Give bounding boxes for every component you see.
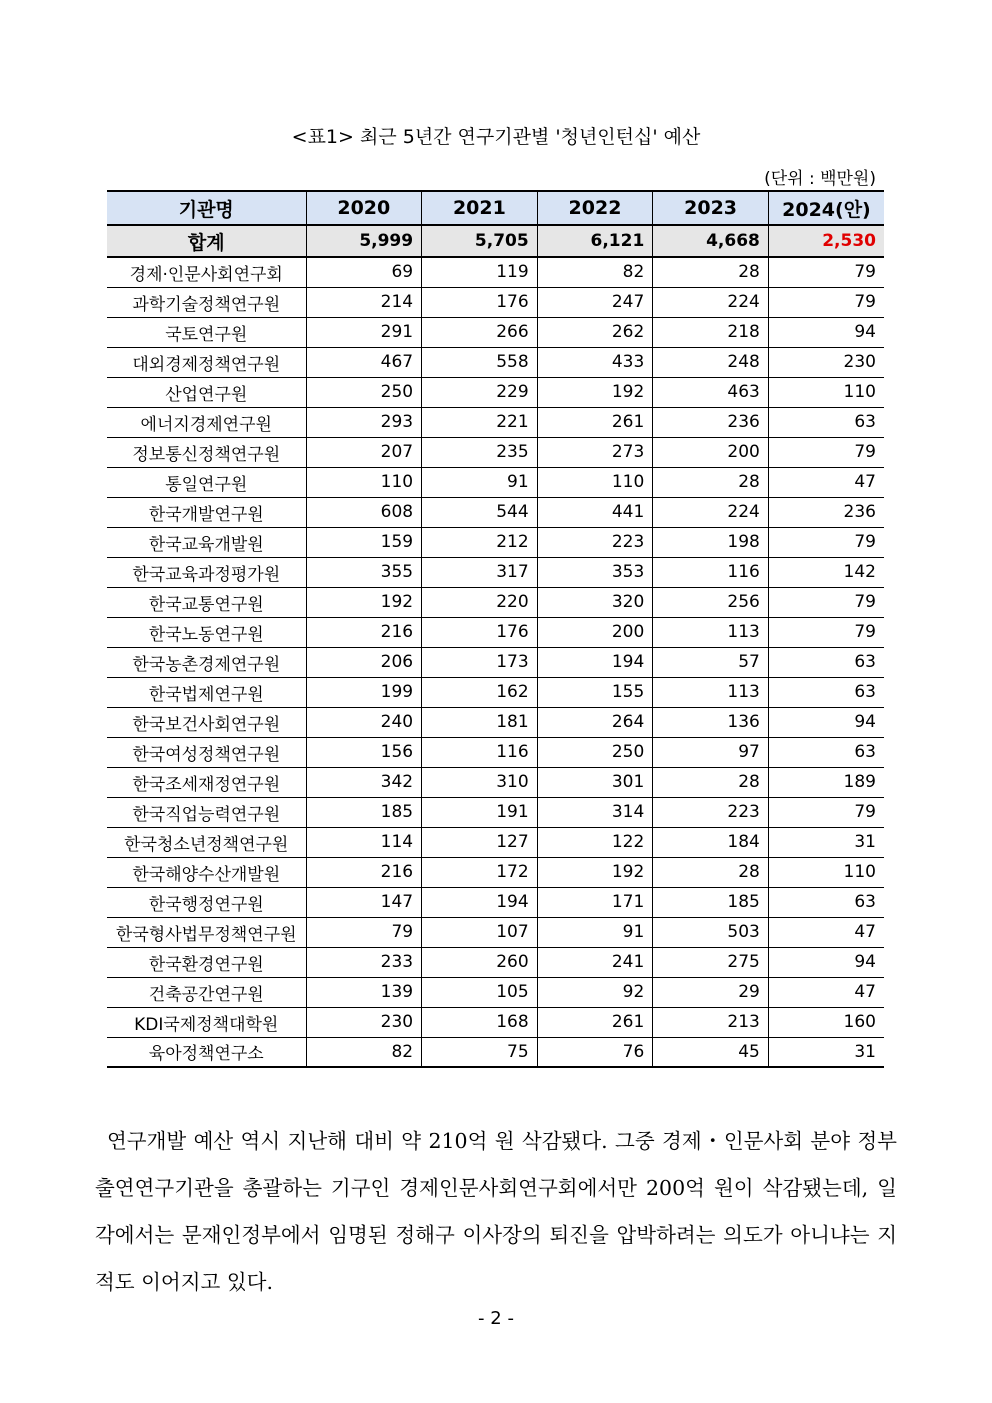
budget-cell: 63	[768, 737, 884, 767]
table-row	[107, 1007, 884, 1037]
budget-cell: 192	[537, 377, 653, 407]
budget-cell: 63	[768, 407, 884, 437]
table-row	[107, 407, 884, 437]
budget-cell: 28	[653, 857, 769, 887]
budget-cell: 91	[422, 467, 538, 497]
budget-cell: 47	[768, 467, 884, 497]
table-row	[107, 587, 884, 617]
institution-name: 한국교육개발원	[107, 527, 306, 557]
total-2021: 5,705	[422, 225, 538, 257]
budget-cell: 293	[306, 407, 422, 437]
budget-cell: 213	[653, 1007, 769, 1037]
total-2022: 6,121	[537, 225, 653, 257]
budget-cell: 142	[768, 557, 884, 587]
budget-cell: 28	[653, 257, 769, 287]
budget-cell: 342	[306, 767, 422, 797]
budget-cell: 198	[653, 527, 769, 557]
table-row	[107, 917, 884, 947]
institution-name: 한국교통연구원	[107, 587, 306, 617]
institution-name: 국토연구원	[107, 317, 306, 347]
budget-cell: 223	[537, 527, 653, 557]
budget-cell: 355	[306, 557, 422, 587]
budget-cell: 275	[653, 947, 769, 977]
budget-cell: 310	[422, 767, 538, 797]
budget-cell: 221	[422, 407, 538, 437]
budget-cell: 172	[422, 857, 538, 887]
budget-cell: 192	[537, 857, 653, 887]
budget-cell: 181	[422, 707, 538, 737]
budget-cell: 45	[653, 1037, 769, 1067]
budget-cell: 236	[768, 497, 884, 527]
budget-cell: 69	[306, 257, 422, 287]
budget-cell: 110	[768, 857, 884, 887]
budget-cell: 317	[422, 557, 538, 587]
budget-cell: 79	[768, 527, 884, 557]
budget-cell: 147	[306, 887, 422, 917]
table-row	[107, 947, 884, 977]
budget-cell: 159	[306, 527, 422, 557]
total-label: 합계	[107, 225, 306, 257]
budget-cell: 28	[653, 767, 769, 797]
institution-name: 대외경제정책연구원	[107, 347, 306, 377]
institution-name: 과학기술정책연구원	[107, 287, 306, 317]
table-row	[107, 437, 884, 467]
budget-cell: 353	[537, 557, 653, 587]
budget-cell: 185	[653, 887, 769, 917]
budget-cell: 241	[537, 947, 653, 977]
budget-cell: 116	[653, 557, 769, 587]
total-2023: 4,668	[653, 225, 769, 257]
budget-cell: 79	[768, 257, 884, 287]
table-row	[107, 527, 884, 557]
budget-cell: 171	[537, 887, 653, 917]
budget-cell: 235	[422, 437, 538, 467]
budget-cell: 229	[422, 377, 538, 407]
budget-cell: 122	[537, 827, 653, 857]
budget-cell: 29	[653, 977, 769, 1007]
page-number: - 2 -	[478, 1308, 514, 1329]
budget-cell: 544	[422, 497, 538, 527]
budget-cell: 176	[422, 287, 538, 317]
budget-cell: 79	[768, 587, 884, 617]
budget-cell: 110	[537, 467, 653, 497]
budget-cell: 261	[537, 1007, 653, 1037]
budget-cell: 260	[422, 947, 538, 977]
budget-cell: 105	[422, 977, 538, 1007]
budget-cell: 191	[422, 797, 538, 827]
budget-cell: 94	[768, 947, 884, 977]
budget-cell: 156	[306, 737, 422, 767]
budget-cell: 216	[306, 617, 422, 647]
budget-cell: 256	[653, 587, 769, 617]
table-row	[107, 887, 884, 917]
header-2020: 2020	[306, 191, 422, 225]
budget-cell: 82	[537, 257, 653, 287]
budget-cell: 57	[653, 647, 769, 677]
table-row	[107, 467, 884, 497]
budget-cell: 97	[653, 737, 769, 767]
table-row	[107, 497, 884, 527]
header-2024: 2024(안)	[768, 191, 884, 225]
budget-cell: 110	[768, 377, 884, 407]
budget-cell: 79	[768, 797, 884, 827]
institution-name: 한국조세재정연구원	[107, 767, 306, 797]
budget-cell: 441	[537, 497, 653, 527]
budget-cell: 63	[768, 677, 884, 707]
institution-name: 한국형사법무정책연구원	[107, 917, 306, 947]
budget-cell: 76	[537, 1037, 653, 1067]
budget-cell: 320	[537, 587, 653, 617]
institution-name: 한국여성정책연구원	[107, 737, 306, 767]
budget-cell: 47	[768, 917, 884, 947]
budget-cell: 216	[306, 857, 422, 887]
budget-cell: 291	[306, 317, 422, 347]
institution-name: 한국교육과정평가원	[107, 557, 306, 587]
table-row	[107, 257, 884, 287]
budget-cell: 160	[768, 1007, 884, 1037]
budget-cell: 230	[768, 347, 884, 377]
budget-cell: 194	[537, 647, 653, 677]
budget-cell: 230	[306, 1007, 422, 1037]
budget-cell: 301	[537, 767, 653, 797]
budget-cell: 273	[537, 437, 653, 467]
header-2021: 2021	[422, 191, 538, 225]
budget-cell: 79	[768, 287, 884, 317]
header-2023: 2023	[653, 191, 769, 225]
budget-cell: 212	[422, 527, 538, 557]
table-row	[107, 677, 884, 707]
table-row	[107, 1037, 884, 1067]
budget-cell: 206	[306, 647, 422, 677]
institution-name: KDI국제정책대학원	[107, 1007, 306, 1037]
budget-cell: 47	[768, 977, 884, 1007]
budget-cell: 189	[768, 767, 884, 797]
total-2024: 2,530	[768, 225, 884, 257]
budget-cell: 192	[306, 587, 422, 617]
budget-cell: 92	[537, 977, 653, 1007]
budget-cell: 248	[653, 347, 769, 377]
budget-cell: 194	[422, 887, 538, 917]
budget-cell: 214	[306, 287, 422, 317]
budget-cell: 94	[768, 317, 884, 347]
table-row	[107, 827, 884, 857]
budget-cell: 162	[422, 677, 538, 707]
budget-cell: 79	[768, 617, 884, 647]
budget-table	[107, 190, 884, 1068]
budget-cell: 240	[306, 707, 422, 737]
budget-cell: 28	[653, 467, 769, 497]
table-row	[107, 737, 884, 767]
budget-cell: 233	[306, 947, 422, 977]
table-row	[107, 857, 884, 887]
budget-cell: 82	[306, 1037, 422, 1067]
table-row	[107, 317, 884, 347]
institution-name: 한국청소년정책연구원	[107, 827, 306, 857]
budget-cell: 110	[306, 467, 422, 497]
budget-cell: 314	[537, 797, 653, 827]
institution-name: 산업연구원	[107, 377, 306, 407]
table-row	[107, 557, 884, 587]
budget-cell: 79	[306, 917, 422, 947]
table-header-row	[107, 191, 884, 225]
budget-cell: 467	[306, 347, 422, 377]
total-row	[107, 225, 884, 257]
body-paragraph: 연구개발 예산 역시 지난해 대비 약 210억 원 삭감됐다. 그중 경제・인문사회 분야 정부출연연구기관을 총괄하는 기구인 경제인문사회연구회에서만 200억 원이 삭감됐는데, 일각에서는 문재인정부에서 임명된 정해구 이사장의 퇴진을 압박하려는 의도가 아니냐는 지적도 이어지고 있다.	[95, 1129, 897, 1294]
institution-name: 한국해양수산개발원	[107, 857, 306, 887]
institution-name: 정보통신정책연구원	[107, 437, 306, 467]
institution-name: 건축공간연구원	[107, 977, 306, 1007]
budget-cell: 113	[653, 677, 769, 707]
table-row	[107, 707, 884, 737]
institution-name: 통일연구원	[107, 467, 306, 497]
budget-cell: 31	[768, 827, 884, 857]
budget-cell: 75	[422, 1037, 538, 1067]
budget-cell: 224	[653, 497, 769, 527]
total-2020: 5,999	[306, 225, 422, 257]
budget-cell: 176	[422, 617, 538, 647]
budget-cell: 155	[537, 677, 653, 707]
budget-cell: 63	[768, 647, 884, 677]
budget-cell: 264	[537, 707, 653, 737]
institution-name: 한국법제연구원	[107, 677, 306, 707]
budget-cell: 218	[653, 317, 769, 347]
budget-cell: 224	[653, 287, 769, 317]
budget-cell: 168	[422, 1007, 538, 1037]
institution-name: 한국직업능력연구원	[107, 797, 306, 827]
table-row	[107, 767, 884, 797]
table-row	[107, 617, 884, 647]
table-row	[107, 647, 884, 677]
institution-name: 경제·인문사회연구회	[107, 257, 306, 287]
institution-name: 한국개발연구원	[107, 497, 306, 527]
table-row	[107, 797, 884, 827]
institution-name: 에너지경제연구원	[107, 407, 306, 437]
budget-cell: 107	[422, 917, 538, 947]
budget-cell: 223	[653, 797, 769, 827]
budget-cell: 185	[306, 797, 422, 827]
budget-cell: 261	[537, 407, 653, 437]
table-row	[107, 287, 884, 317]
institution-name: 한국노동연구원	[107, 617, 306, 647]
budget-cell: 119	[422, 257, 538, 287]
budget-cell: 266	[422, 317, 538, 347]
budget-cell: 463	[653, 377, 769, 407]
budget-cell: 250	[306, 377, 422, 407]
table-row	[107, 347, 884, 377]
header-2022: 2022	[537, 191, 653, 225]
table-caption: <표1> 최근 5년간 연구기관별 '청년인턴십' 예산	[291, 126, 701, 148]
budget-cell: 31	[768, 1037, 884, 1067]
institution-name: 육아정책연구소	[107, 1037, 306, 1067]
institution-name: 한국행정연구원	[107, 887, 306, 917]
budget-cell: 503	[653, 917, 769, 947]
budget-cell: 127	[422, 827, 538, 857]
institution-name: 한국환경연구원	[107, 947, 306, 977]
budget-cell: 184	[653, 827, 769, 857]
budget-cell: 139	[306, 977, 422, 1007]
budget-cell: 199	[306, 677, 422, 707]
budget-cell: 91	[537, 917, 653, 947]
budget-cell: 236	[653, 407, 769, 437]
budget-cell: 94	[768, 707, 884, 737]
budget-cell: 116	[422, 737, 538, 767]
budget-cell: 247	[537, 287, 653, 317]
table-row	[107, 977, 884, 1007]
budget-cell: 262	[537, 317, 653, 347]
header-institution: 기관명	[107, 191, 306, 225]
budget-cell: 200	[653, 437, 769, 467]
budget-cell: 250	[537, 737, 653, 767]
budget-cell: 207	[306, 437, 422, 467]
budget-cell: 220	[422, 587, 538, 617]
table-row	[107, 377, 884, 407]
institution-name: 한국농촌경제연구원	[107, 647, 306, 677]
institution-name: 한국보건사회연구원	[107, 707, 306, 737]
budget-cell: 113	[653, 617, 769, 647]
budget-cell: 200	[537, 617, 653, 647]
budget-cell: 433	[537, 347, 653, 377]
budget-cell: 173	[422, 647, 538, 677]
budget-cell: 608	[306, 497, 422, 527]
budget-cell: 558	[422, 347, 538, 377]
unit-note: (단위 : 백만원)	[764, 169, 876, 189]
budget-cell: 136	[653, 707, 769, 737]
budget-cell: 114	[306, 827, 422, 857]
budget-cell: 63	[768, 887, 884, 917]
budget-cell: 79	[768, 437, 884, 467]
